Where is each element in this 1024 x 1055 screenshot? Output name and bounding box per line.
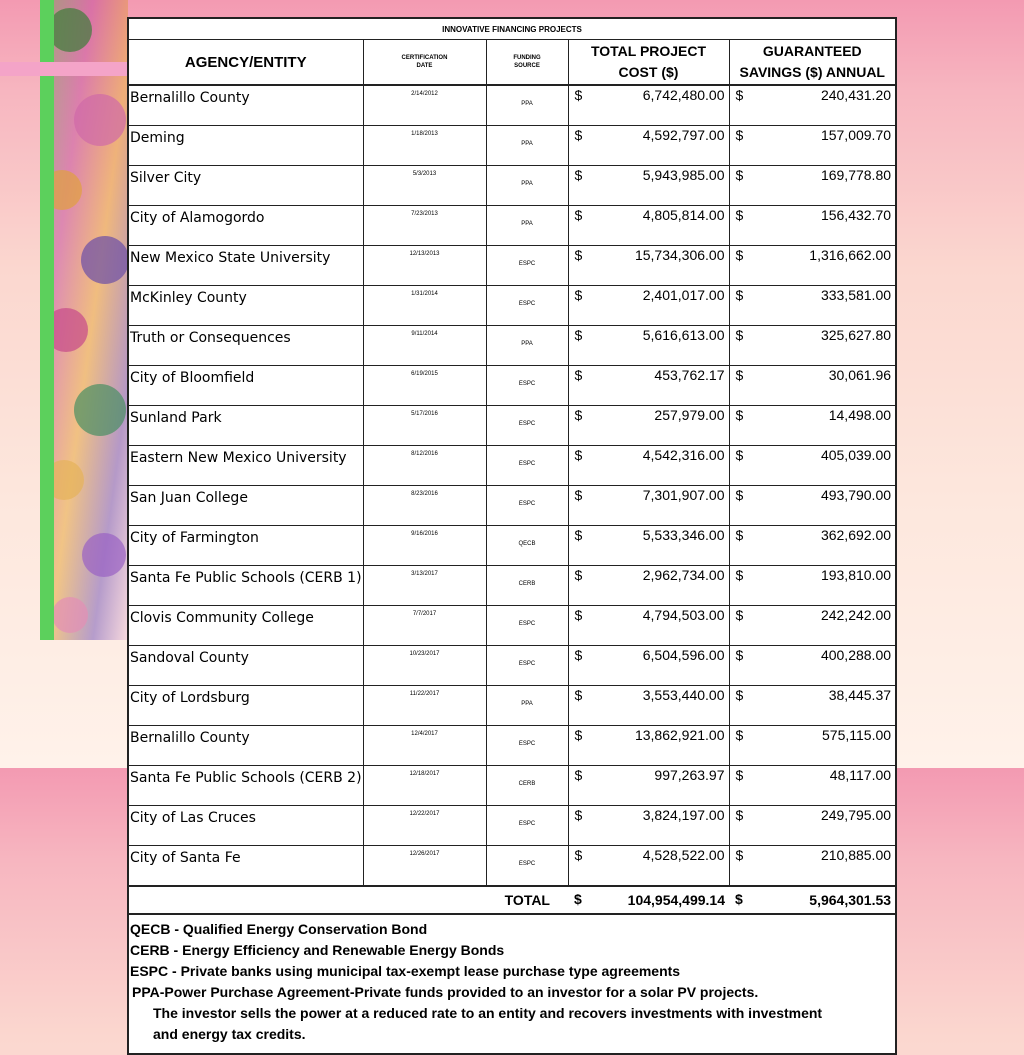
currency-symbol: $ — [735, 207, 744, 223]
table-row — [129, 806, 895, 846]
note-ppa: PPA-Power Purchase Agreement-Private funds provided to an investor for a solar PV projects. — [132, 984, 759, 1000]
savings-value: 249,795.00 — [820, 807, 892, 823]
currency-symbol: $ — [735, 807, 744, 823]
savings-value: 48,117.00 — [829, 767, 892, 783]
savings-cell — [729, 486, 895, 526]
table-row — [129, 686, 895, 726]
note-ppa-continued: The investor sells the power at a reduced rate to an entity and recovers investments with investment — [153, 1005, 823, 1021]
total-cost-value: 5,943,985.00 — [642, 167, 725, 183]
savings-value: 325,627.80 — [820, 327, 892, 343]
savings-value: 210,885.00 — [820, 847, 892, 863]
funding-source-cell: CERB — [486, 766, 568, 806]
currency-symbol: $ — [574, 247, 583, 263]
funding-source-cell: ESPC — [486, 646, 568, 686]
agency-cell: City of Santa Fe — [129, 846, 363, 887]
table-row — [129, 85, 895, 126]
currency-symbol: $ — [735, 687, 744, 703]
savings-value: 156,432.70 — [820, 207, 892, 223]
header-savings-line2: SAVINGS ($) ANNUAL — [739, 64, 885, 80]
funding-source-cell: ESPC — [486, 806, 568, 846]
savings-value: 169,778.80 — [820, 167, 892, 183]
table-title-row — [129, 19, 895, 40]
currency-symbol: $ — [574, 167, 583, 183]
currency-symbol: $ — [735, 287, 744, 303]
certification-date-cell: 12/18/2017 — [363, 766, 486, 806]
currency-symbol: $ — [574, 287, 583, 303]
certification-date-cell: 9/11/2014 — [363, 326, 486, 366]
savings-value: 400,288.00 — [820, 647, 892, 663]
total-cost-value: 4,542,316.00 — [642, 447, 725, 463]
currency-symbol: $ — [735, 127, 744, 143]
currency-symbol: $ — [574, 891, 582, 907]
total-cost-cell — [568, 486, 729, 526]
header-cert-date — [363, 40, 486, 86]
table-title: INNOVATIVE FINANCING PROJECTS — [129, 19, 895, 40]
total-savings-cell — [729, 886, 895, 914]
total-cost-value: 4,528,522.00 — [642, 847, 725, 863]
savings-cell — [729, 406, 895, 446]
header-savings — [729, 40, 895, 86]
savings-value: 362,692.00 — [820, 527, 892, 543]
total-cost-value: 15,734,306.00 — [634, 247, 725, 263]
total-cost-value: 5,533,346.00 — [642, 527, 725, 543]
total-cost-value: 6,742,480.00 — [642, 87, 725, 103]
currency-symbol: $ — [574, 367, 583, 383]
funding-source-cell: ESPC — [486, 846, 568, 887]
agency-cell: City of Las Cruces — [129, 806, 363, 846]
funding-source-cell: PPA — [486, 126, 568, 166]
agency-cell: New Mexico State University — [129, 246, 363, 286]
savings-cell — [729, 326, 895, 366]
certification-date-cell: 12/22/2017 — [363, 806, 486, 846]
total-cost-cell — [568, 686, 729, 726]
savings-cell — [729, 446, 895, 486]
certification-date-cell: 12/26/2017 — [363, 846, 486, 887]
funding-source-cell: PPA — [486, 686, 568, 726]
table-row — [129, 326, 895, 366]
currency-symbol: $ — [735, 891, 743, 907]
funding-legend — [129, 915, 895, 1053]
note-espc: ESPC - Private banks using municipal tax-exempt lease purchase type agreements — [130, 963, 681, 979]
decorative-side-art — [0, 0, 130, 768]
agency-cell: Bernalillo County — [129, 726, 363, 766]
total-cost-value: 104,954,499.14 — [627, 892, 725, 908]
header-cost-line2: COST ($) — [618, 64, 679, 80]
certification-date-cell: 5/3/2013 — [363, 166, 486, 206]
savings-cell — [729, 286, 895, 326]
certification-date-cell: 12/4/2017 — [363, 726, 486, 766]
agency-cell: Eastern New Mexico University — [129, 446, 363, 486]
currency-symbol: $ — [574, 807, 583, 823]
certification-date-cell: 7/23/2013 — [363, 206, 486, 246]
header-total-cost — [568, 40, 729, 86]
currency-symbol: $ — [735, 487, 744, 503]
funding-source-cell: QECB — [486, 526, 568, 566]
certification-date-cell: 8/23/2016 — [363, 486, 486, 526]
table-row — [129, 606, 895, 646]
table-row — [129, 846, 895, 887]
financing-projects-table-panel — [127, 17, 897, 1055]
funding-source-cell: PPA — [486, 85, 568, 126]
currency-symbol: $ — [735, 767, 744, 783]
funding-source-cell: ESPC — [486, 486, 568, 526]
funding-source-cell: ESPC — [486, 726, 568, 766]
total-cost-value: 4,794,503.00 — [642, 607, 725, 623]
certification-date-cell: 9/16/2016 — [363, 526, 486, 566]
savings-value: 405,039.00 — [820, 447, 892, 463]
total-cost-cell — [568, 406, 729, 446]
total-cost-value: 2,401,017.00 — [642, 287, 725, 303]
table-row — [129, 206, 895, 246]
table-row — [129, 246, 895, 286]
total-cost-cell — [568, 126, 729, 166]
total-cost-value: 3,824,197.00 — [642, 807, 725, 823]
currency-symbol: $ — [574, 647, 583, 663]
currency-symbol: $ — [735, 407, 744, 423]
currency-symbol: $ — [574, 87, 583, 103]
agency-cell: City of Lordsburg — [129, 686, 363, 726]
savings-value: 242,242.00 — [820, 607, 892, 623]
certification-date-cell: 1/31/2014 — [363, 286, 486, 326]
total-cost-cell — [568, 166, 729, 206]
funding-source-cell: ESPC — [486, 446, 568, 486]
currency-symbol: $ — [735, 87, 744, 103]
table-row — [129, 766, 895, 806]
agency-cell: City of Alamogordo — [129, 206, 363, 246]
header-funding-line2: SOURCE — [514, 63, 540, 69]
total-cost-cell — [568, 286, 729, 326]
currency-symbol: $ — [735, 527, 744, 543]
funding-source-cell: ESPC — [486, 366, 568, 406]
agency-cell: Clovis Community College — [129, 606, 363, 646]
total-cost-value: 3,553,440.00 — [642, 687, 725, 703]
total-cost-cell — [568, 206, 729, 246]
funding-source-cell: PPA — [486, 326, 568, 366]
total-cost-cell — [568, 766, 729, 806]
savings-cell — [729, 126, 895, 166]
savings-value: 157,009.70 — [820, 127, 892, 143]
table-row — [129, 486, 895, 526]
currency-symbol: $ — [735, 247, 744, 263]
currency-symbol: $ — [735, 847, 744, 863]
currency-symbol: $ — [574, 327, 583, 343]
savings-value: 575,115.00 — [822, 727, 892, 743]
agency-cell: San Juan College — [129, 486, 363, 526]
savings-cell — [729, 806, 895, 846]
currency-symbol: $ — [574, 527, 583, 543]
header-funding-source — [486, 40, 568, 86]
savings-value: 38,445.37 — [828, 687, 892, 703]
funding-source-cell: ESPC — [486, 286, 568, 326]
header-agency: AGENCY/ENTITY — [129, 40, 363, 86]
currency-symbol: $ — [574, 687, 583, 703]
currency-symbol: $ — [735, 607, 744, 623]
agency-cell: McKinley County — [129, 286, 363, 326]
savings-cell — [729, 85, 895, 126]
total-cost-cell — [568, 446, 729, 486]
savings-cell — [729, 726, 895, 766]
total-savings-value: 5,964,301.53 — [809, 892, 892, 908]
agency-cell: Bernalillo County — [129, 85, 363, 126]
savings-cell — [729, 606, 895, 646]
agency-cell: Sunland Park — [129, 406, 363, 446]
total-cost-cell — [568, 886, 729, 914]
certification-date-cell: 2/14/2012 — [363, 85, 486, 126]
savings-value: 14,498.00 — [828, 407, 892, 423]
funding-source-cell: PPA — [486, 166, 568, 206]
funding-source-cell: ESPC — [486, 406, 568, 446]
total-cost-cell — [568, 246, 729, 286]
currency-symbol: $ — [735, 327, 744, 343]
total-cost-cell — [568, 726, 729, 766]
currency-symbol: $ — [574, 767, 583, 783]
table-row — [129, 566, 895, 606]
total-cost-cell — [568, 606, 729, 646]
savings-cell — [729, 206, 895, 246]
agency-cell: City of Farmington — [129, 526, 363, 566]
currency-symbol: $ — [574, 447, 583, 463]
note-qecb: QECB - Qualified Energy Conservation Bond — [130, 921, 428, 937]
currency-symbol: $ — [735, 367, 744, 383]
total-cost-cell — [568, 646, 729, 686]
header-funding-line1: FUNDING — [513, 55, 541, 61]
savings-cell — [729, 366, 895, 406]
savings-cell — [729, 526, 895, 566]
funding-source-cell: PPA — [486, 206, 568, 246]
certification-date-cell: 1/18/2013 — [363, 126, 486, 166]
total-cost-value: 257,979.00 — [654, 407, 725, 423]
certification-date-cell: 12/13/2013 — [363, 246, 486, 286]
total-cost-value: 13,862,921.00 — [634, 727, 725, 743]
currency-symbol: $ — [574, 127, 583, 143]
total-cost-value: 7,301,907.00 — [642, 487, 725, 503]
total-cost-cell — [568, 366, 729, 406]
table-row — [129, 526, 895, 566]
total-cost-value: 453,762.17 — [654, 367, 725, 383]
agency-cell: City of Bloomfield — [129, 366, 363, 406]
total-cost-value: 2,962,734.00 — [642, 567, 725, 583]
currency-symbol: $ — [735, 167, 744, 183]
savings-cell — [729, 686, 895, 726]
table-row — [129, 726, 895, 766]
table-row — [129, 286, 895, 326]
table-row — [129, 366, 895, 406]
total-cost-cell — [568, 566, 729, 606]
currency-symbol: $ — [574, 727, 583, 743]
savings-value: 1,316,662.00 — [809, 247, 892, 263]
currency-symbol: $ — [574, 207, 583, 223]
agency-cell: Sandoval County — [129, 646, 363, 686]
currency-symbol: $ — [735, 447, 744, 463]
total-row — [129, 886, 895, 914]
table-row — [129, 166, 895, 206]
table-row — [129, 406, 895, 446]
certification-date-cell: 7/7/2017 — [363, 606, 486, 646]
currency-symbol: $ — [735, 567, 744, 583]
currency-symbol: $ — [574, 847, 583, 863]
currency-symbol: $ — [735, 727, 744, 743]
total-label: TOTAL — [129, 886, 568, 914]
agency-cell: Santa Fe Public Schools (CERB 2) — [129, 766, 363, 806]
savings-value: 493,790.00 — [820, 487, 892, 503]
certification-date-cell: 8/12/2016 — [363, 446, 486, 486]
table-body — [129, 19, 895, 914]
total-cost-value: 6,504,596.00 — [642, 647, 725, 663]
header-savings-line1: GUARANTEED — [762, 43, 862, 59]
agency-cell: Santa Fe Public Schools (CERB 1) — [129, 566, 363, 606]
total-cost-cell — [568, 806, 729, 846]
savings-cell — [729, 846, 895, 887]
table-row — [129, 446, 895, 486]
certification-date-cell: 5/17/2016 — [363, 406, 486, 446]
total-cost-value: 4,592,797.00 — [642, 127, 725, 143]
note-cerb: CERB - Energy Efficiency and Renewable Energy Bonds — [130, 942, 505, 958]
savings-cell — [729, 646, 895, 686]
total-cost-value: 5,616,613.00 — [642, 327, 725, 343]
savings-cell — [729, 166, 895, 206]
header-cost-line1: TOTAL PROJECT — [590, 43, 707, 59]
total-cost-cell — [568, 85, 729, 126]
total-cost-value: 997,263.97 — [654, 767, 725, 783]
total-cost-cell — [568, 846, 729, 887]
agency-cell: Deming — [129, 126, 363, 166]
financing-projects-table — [129, 19, 895, 915]
header-cert-date-line1: CERTIFICATION — [401, 55, 448, 61]
savings-value: 30,061.96 — [828, 367, 892, 383]
total-cost-cell — [568, 526, 729, 566]
agency-cell: Truth or Consequences — [129, 326, 363, 366]
currency-symbol: $ — [574, 407, 583, 423]
certification-date-cell: 10/23/2017 — [363, 646, 486, 686]
funding-source-cell: ESPC — [486, 246, 568, 286]
header-row — [129, 40, 895, 86]
total-cost-cell — [568, 326, 729, 366]
note-ppa-continued-2: and energy tax credits. — [153, 1026, 306, 1042]
funding-source-cell: ESPC — [486, 606, 568, 646]
currency-symbol: $ — [574, 487, 583, 503]
table-row — [129, 126, 895, 166]
savings-value: 240,431.20 — [820, 87, 892, 103]
savings-cell — [729, 246, 895, 286]
savings-cell — [729, 566, 895, 606]
certification-date-cell: 3/13/2017 — [363, 566, 486, 606]
header-cert-date-line2: DATE — [416, 63, 433, 69]
certification-date-cell: 11/22/2017 — [363, 686, 486, 726]
funding-source-cell: CERB — [486, 566, 568, 606]
currency-symbol: $ — [735, 647, 744, 663]
savings-value: 333,581.00 — [820, 287, 892, 303]
currency-symbol: $ — [574, 567, 583, 583]
table-row — [129, 646, 895, 686]
savings-cell — [729, 766, 895, 806]
currency-symbol: $ — [574, 607, 583, 623]
certification-date-cell: 6/19/2015 — [363, 366, 486, 406]
total-cost-value: 4,805,814.00 — [642, 207, 725, 223]
savings-value: 193,810.00 — [820, 567, 892, 583]
agency-cell: Silver City — [129, 166, 363, 206]
